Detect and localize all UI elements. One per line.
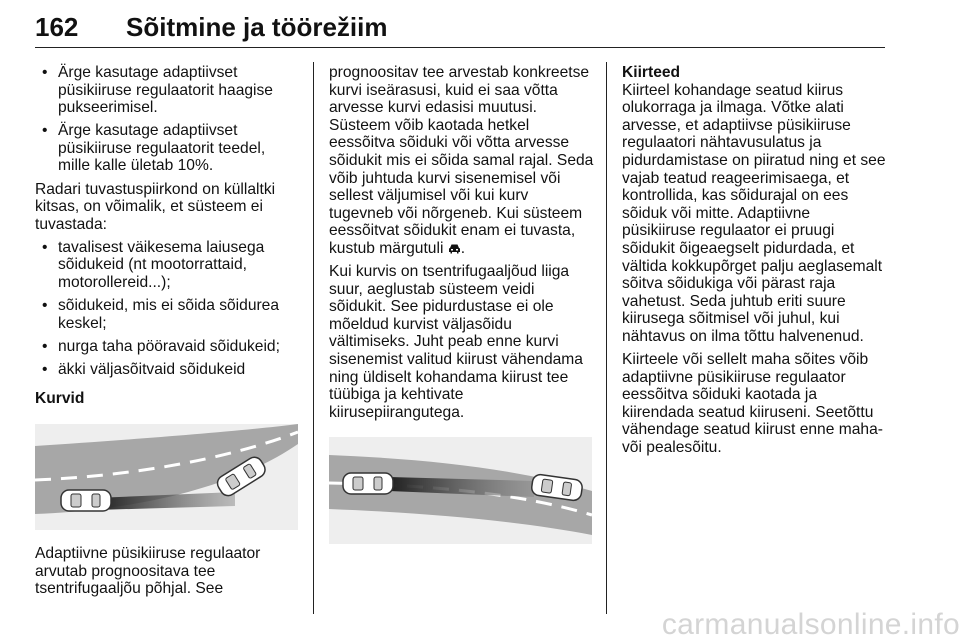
paragraph-exit-entry: Kiirteele või sellelt maha sõites võib adaptiivne püsikiiruse regulaator eessõitva sõiduki kaotada ja kiirendada seatud kiiruseni. Seetõttu vähendage seatud kiirust enne maha- või pealesõitu. xyxy=(622,351,883,456)
paragraph-curve-behavior: prognoositav tee arvestab konkreetse kurvi iseärasusi, kuid ei saa võtta arvesse kurvi edasisi muutusi. Süsteem võib kaotada hetkel eessõitva sõiduki või võtta arvesse sõidukit mis ei sõida samal rajal. Seda võib juhtuda kurvi sisenemisel või sellest väljumisel või kui kurv tugevneb või nõrgeneb. Kui süsteem eessõitvat sõidukit enam ei tuvasta, kustub märgutuli . xyxy=(329,64,594,257)
list-item: • sõidukeid, mis ei sõida sõidurea keskel; xyxy=(35,297,301,332)
own-vehicle xyxy=(343,473,393,494)
list-item: • nurga taha pööravaid sõidukeid; xyxy=(35,338,301,356)
column-1-lower xyxy=(35,545,301,603)
column-divider-2 xyxy=(606,62,607,614)
own-vehicle xyxy=(61,490,111,511)
curve-illustration-1 xyxy=(35,424,298,530)
column-divider-1 xyxy=(313,62,314,614)
heading-kiirteed: Kiirteed xyxy=(622,64,681,81)
list-item: • Ärge kasutage adaptiivset püsikiiruse regulaatorit haagise pukseerimisel. xyxy=(35,64,301,117)
paragraph-curve-behavior-text: prognoositav tee arvestab konkreetse kurvi iseärasusi, kuid ei saa võtta arvesse kurvi edasisi muutusi. Süsteem võib kaotada hetkel eessõitva sõiduki või võtta arvesse sõidukit mis ei sõida samal rajal. Seda võib juhtuda kurvi sisenemisel või sellest väljumisel või kui kurv tugevneb või nõrgeneb. Kui süsteem eessõitvat sõidukit enam ei tuvasta, kustub märgutuli xyxy=(329,64,594,257)
curve-illustration-2 xyxy=(329,437,592,544)
car-icon xyxy=(448,243,461,254)
header-rule xyxy=(35,47,885,48)
paragraph-prognosis: Adaptiivne püsikiiruse regulaator arvutab prognoositava tee tsentrifugaaljõu põhjal. See xyxy=(35,545,261,598)
watermark: carmanualsonline.info xyxy=(661,608,960,641)
paragraph-centrifugal: Kui kurvis on tsentrifugaaljõud liiga suur, aeglustab süsteem veidi sõidukit. See pidurdustase ei ole mõeldud kurvist väljasõidu vältimiseks. Juht peab enne kurvi sisenemist valitud kiirust vähendama ning üldiselt kohandama kiirust tee tüübiga ja kehtivate kiirusepiirangutega. xyxy=(329,263,583,421)
heading-kurvid: Kurvid xyxy=(35,389,85,407)
bullet-list-detection xyxy=(35,239,301,379)
column-2 xyxy=(329,64,594,427)
paragraph-highway: Kiirteel kohandage seatud kiirus olukorraga ja ilmaga. Võtke alati arvesse, et adaptiivse püsikiiruse regulaatori nähtavusulatus ja pidurdamistase on piiratud ning et see vajab teatud reageerimisaega, et kontrollida, kas sõidurajal on ees sõiduk või mitte. Adaptiivne püsikiiruse regulaator ei pruugi sõidukit õigeaegselt pidurdada, et vältida kokkupõrget palju aeglasemalt sõitva sõidukiga või pärast raja vahetust. Seda juhtub eriti suure kiirusega sõitmisel või juhul, kui nähtavus on ilma tõttu halvenenud. xyxy=(622,81,886,345)
page-number: 162 xyxy=(35,12,79,42)
list-item: • Ärge kasutage adaptiivset püsikiiruse regulaatorit teedel, mille kalle ületab 10%. xyxy=(35,122,301,175)
section-title: Sõitmine ja töörežiim xyxy=(126,12,388,42)
paragraph-radar-intro: Radari tuvastuspiirkond on küllaltki kitsas, on võimalik, et süsteem ei tuvastada: xyxy=(35,180,276,233)
bullet-list-warnings xyxy=(35,64,301,175)
list-item: • äkki väljasõitvaid sõidukeid xyxy=(35,361,301,379)
list-item: • tavalisest väikesema laiusega sõidukeid (nt mootorrattaid, motorollereid...); xyxy=(35,239,301,292)
column-1 xyxy=(35,64,301,413)
page-header xyxy=(35,10,885,46)
column-3 xyxy=(622,64,887,462)
